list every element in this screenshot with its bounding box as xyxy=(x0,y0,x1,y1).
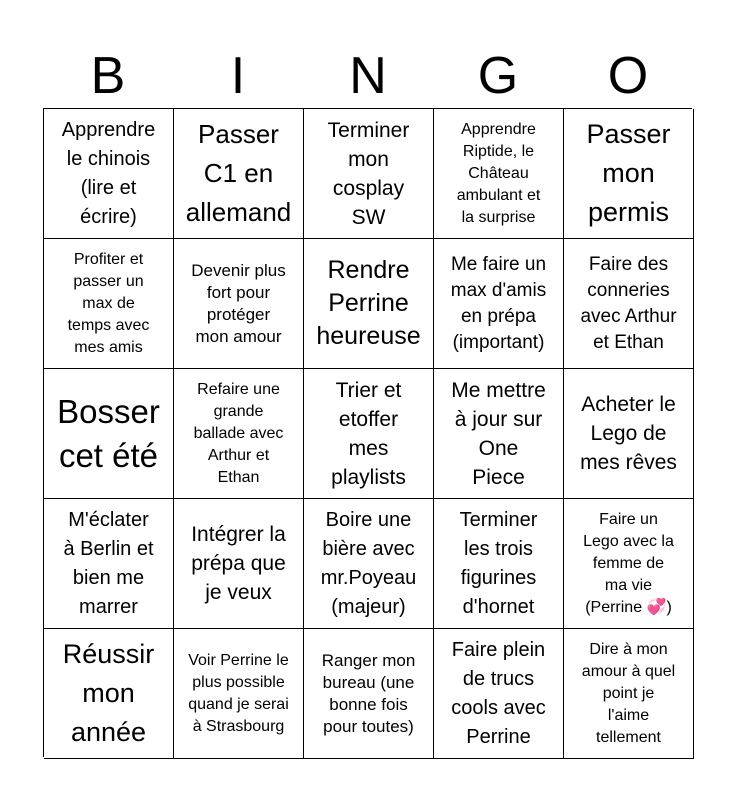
bingo-cell-text: Apprendre le chinois (lire et écrire) xyxy=(61,118,156,228)
header-letter-i: I xyxy=(230,47,246,105)
bingo-cell[interactable] xyxy=(174,629,304,759)
bingo-cell-text: Rendre Perrine heureuse xyxy=(316,256,421,350)
bingo-cell-text: Apprendre Riptide, le Château ambulant et la surprise xyxy=(456,120,541,226)
bingo-cell[interactable] xyxy=(174,109,304,239)
bingo-cell[interactable] xyxy=(564,629,694,759)
bingo-cell[interactable] xyxy=(44,369,174,499)
bingo-cell[interactable] xyxy=(564,239,694,369)
bingo-cell[interactable] xyxy=(564,499,694,629)
bingo-cell-text: Intégrer la prépa que je veux xyxy=(191,523,286,604)
bingo-cell[interactable] xyxy=(44,629,174,759)
bingo-cell[interactable] xyxy=(304,369,434,499)
bingo-cell[interactable] xyxy=(434,109,564,239)
bingo-cell[interactable] xyxy=(44,239,174,369)
bingo-cell-text: Faire des conneries avec Arthur et Ethan xyxy=(580,253,677,353)
bingo-cell-text: Dire à mon amour à quel point je l'aime tellement xyxy=(581,640,676,746)
bingo-cell-text: Faire plein de trucs cools avec Perrine xyxy=(451,638,546,748)
bingo-cell[interactable] xyxy=(434,369,564,499)
bingo-cell-text: Devenir plus fort pour protéger mon amour xyxy=(191,260,286,346)
header-letter-g: G xyxy=(477,47,519,105)
bingo-cell-text: Faire un Lego avec la femme de ma vie (Perrine 💞) xyxy=(583,510,674,616)
bingo-cell-text: Ranger mon bureau (une bonne fois pour toutes) xyxy=(321,650,416,736)
bingo-cell[interactable] xyxy=(304,239,434,369)
bingo-cell[interactable] xyxy=(434,239,564,369)
header-letter-b: B xyxy=(90,47,126,105)
bingo-cell[interactable] xyxy=(174,499,304,629)
bingo-cell[interactable] xyxy=(434,629,564,759)
bingo-grid xyxy=(43,108,692,757)
bingo-cell-text: Acheter le Lego de mes rêves xyxy=(580,393,677,474)
bingo-cell-text: Terminer les trois figurines d'hornet xyxy=(459,508,538,618)
bingo-cell-text: Refaire une grande ballade avec Arthur et Ethan xyxy=(193,380,284,486)
bingo-cell[interactable] xyxy=(44,499,174,629)
bingo-cell-text: Passer mon permis xyxy=(586,119,671,227)
header-letter-n: N xyxy=(349,47,387,105)
bingo-cell-text: M'éclater à Berlin et bien me marrer xyxy=(63,508,154,618)
bingo-header xyxy=(43,44,693,108)
bingo-cell-text: Terminer mon cosplay SW xyxy=(327,118,410,229)
bingo-cell[interactable] xyxy=(44,109,174,239)
bingo-cell[interactable] xyxy=(564,109,694,239)
bingo-cell[interactable] xyxy=(564,369,694,499)
bingo-cell-text: Trier et etoffer mes playlists xyxy=(331,378,406,489)
bingo-cell[interactable] xyxy=(304,629,434,759)
bingo-cell-text: Me mettre à jour sur One Piece xyxy=(451,378,546,489)
bingo-cell[interactable] xyxy=(174,239,304,369)
bingo-cell-text: Boire une bière avec mr.Poyeau (majeur) xyxy=(320,508,417,618)
bingo-cell-text: Bosser cet été xyxy=(57,392,160,474)
bingo-cell[interactable] xyxy=(304,109,434,239)
bingo-cell[interactable] xyxy=(434,499,564,629)
header-letter-o: O xyxy=(607,47,649,105)
bingo-cell-text: Profiter et passer un max de temps avec mes amis xyxy=(67,250,150,356)
bingo-cell-text: Réussir mon année xyxy=(62,639,155,747)
bingo-cell[interactable] xyxy=(304,499,434,629)
bingo-cell-text: Voir Perrine le plus possible quand je serai à Strasbourg xyxy=(188,651,289,735)
bingo-cell-text: Passer C1 en allemand xyxy=(185,119,292,227)
bingo-cell-text: Me faire un max d'amis en prépa (important) xyxy=(450,253,547,353)
bingo-cell[interactable] xyxy=(174,369,304,499)
